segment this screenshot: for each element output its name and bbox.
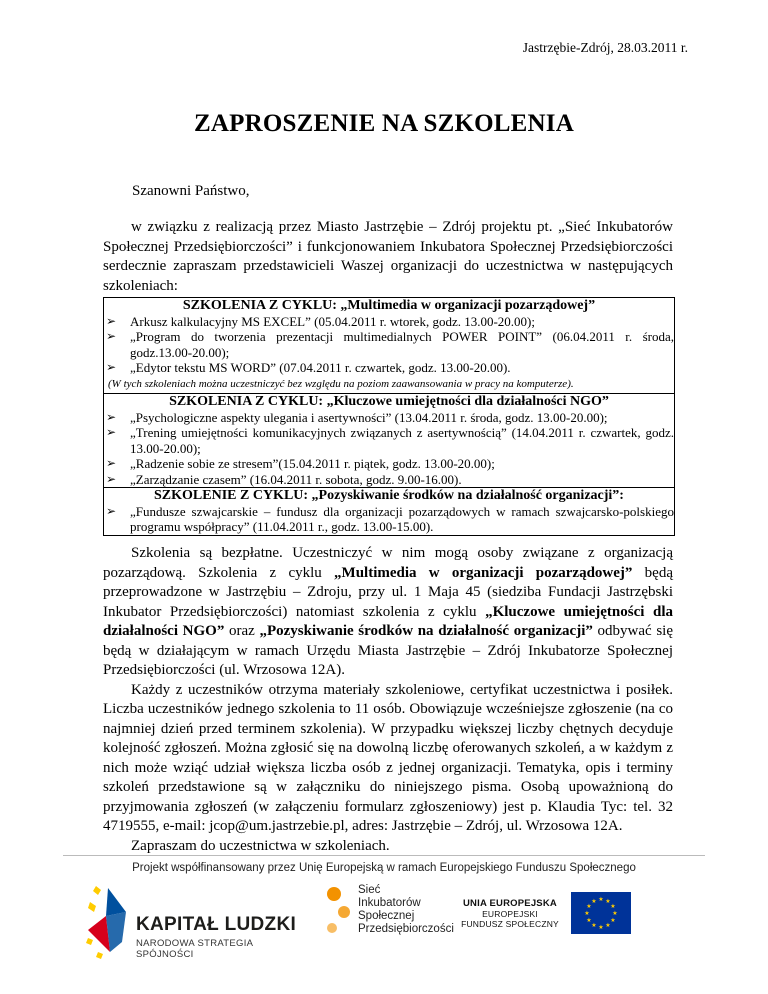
cycle-heading-multimedia: SZKOLENIA Z CYKLU: „Multimedia w organizacji pozarządowej”: [182, 298, 596, 313]
arrow-bullet-icon: ➢: [106, 409, 117, 424]
body-text: [103, 544, 673, 856]
bold-run: „Kluczowe umiejętności dla działalności NGO”: [103, 603, 674, 639]
eu-flag-icon: [571, 892, 631, 934]
cycle-list-ngo-skills: [104, 410, 674, 488]
arrow-bullet-icon: ➢: [106, 360, 117, 374]
date-line: Jastrzębie-Zdrój, 28.03.2011 r.: [522, 40, 688, 55]
svg-text:★: ★: [598, 896, 604, 903]
list-item: [104, 360, 674, 376]
eu-esf-logo: [455, 890, 635, 960]
arrow-bullet-icon: ➢: [106, 456, 117, 470]
esf-line-1: EUROPEJSKI: [482, 909, 538, 919]
training-title: Arkusz kalkulacyjny MS EXCEL” (05.04.2011 r. wtorek, godz. 13.00-20.00);: [130, 313, 535, 329]
svg-text:★: ★: [591, 922, 597, 929]
list-item: [104, 410, 674, 426]
cycle-heading-ngo-skills: SZKOLENIA Z CYKLU: „Kluczowe umiejętności dla działalności NGO”: [104, 393, 674, 410]
kapital-ludzki-emblem-icon: [86, 882, 134, 964]
list-item: [104, 314, 674, 330]
esf-line-2: FUNDUSZ SPOŁECZNY: [461, 919, 559, 929]
siec-line: Inkubatorów: [358, 897, 421, 909]
footer-caption: Projekt współfinansowany przez Unię Europejską w ramach Europejskiego Funduszu Społecznego: [132, 862, 636, 874]
bold-run: „Pozyskiwanie środków na działalność organizacji”: [259, 623, 593, 639]
body-paragraph-2: Każdy z uczestników otrzyma materiały szkoleniowe, certyfikat uczestnictwa i posiłek. Liczba uczestników jednego szkolenia to 11 osób. Obowiązuje wcześniejsze zgłoszenie (na co najmniej dzień przed terminem szkolenia). W przypadku większej liczby chętnych decyduje kolejność zgłoszeń. Można zgłosić się na dowolną liczbę oferowanych szkoleń, a w każdym z nich może wziąć udział większa liczba osób z jednej organizacji. Tematyka, opis i terminy szkoleń przedstawione są w załączniku do niniejszego pisma. Osobą upoważnioną do przyjmowania zgłoszeń (w załączeniu formularz zgłoszeniowy) jest p. Klaudia Tyc: tel. 32 4719555, e-mail: jcop@um.jastrzebie.pl, adres: Jastrzębie – Zdrój, ul. Wrzosowa 12A.: [103, 681, 673, 834]
siec-line: Sieć: [358, 884, 381, 896]
cycle-note: (W tych szkoleniach można uczestniczyć bez względu na poziom zaawansowania w pracy na komputerze).: [108, 377, 574, 390]
text-run: Szkolenia są bezpłatne. Uczestniczyć w nim mogą osoby związane z organizacją pozarządową. Szkolenia z cyklu: [103, 545, 673, 581]
svg-text:★: ★: [586, 903, 592, 910]
body-paragraph-3: Zapraszam do uczestnictwa w szkoleniach.: [131, 837, 390, 854]
siec-line: Społecznej: [358, 910, 415, 922]
svg-text:★: ★: [612, 910, 618, 917]
arrow-bullet-icon: ➢: [106, 313, 117, 328]
text-run: odbywać się będą w działającym w ramach Urzędu Miasta Jastrzębie – Zdrój Inkubatorze Społecznej Przedsiębiorczości (ul. Wrzosowa 12A).: [103, 623, 674, 678]
list-item: [104, 504, 674, 535]
cycle-list-multimedia: [104, 314, 674, 376]
training-title: „Radzenie sobie ze stresem”(15.04.2011 r. piątek, godz. 13.00-20.00);: [130, 456, 495, 471]
svg-text:★: ★: [598, 924, 604, 931]
arrow-bullet-icon: ➢: [106, 471, 117, 486]
training-cycles-box: [103, 297, 675, 536]
training-title: „Fundusze szwajcarskie – fundusz dla organizacji pozarządowych w ramach szwajcarsko-polskiego programu współpracy” (11.04.2011 r., godz. 13.00-15.00).: [130, 503, 674, 534]
svg-text:★: ★: [586, 917, 592, 924]
siec-inkubatorow-logo: [320, 882, 454, 962]
arrow-bullet-icon: ➢: [106, 425, 117, 439]
training-title: „Psychologiczne aspekty ulegania i asertywności” (13.04.2011 r. środa, godz. 13.00-20.00);: [130, 409, 608, 425]
intro-paragraph: w związku z realizacją przez Miasto Jastrzębie – Zdrój projektu pt. „Sieć Inkubatorów Społecznej Przedsiębiorczości” i funkcjonowaniem Inkubatora Społecznej Przedsiębiorczości serdecznie zapraszam przedstawicieli Waszej organizacji do uczestnictwa w następujących szkoleniach:: [103, 219, 673, 294]
arrow-bullet-icon: ➢: [106, 329, 117, 343]
svg-text:★: ★: [610, 917, 616, 924]
text-run: oraz: [224, 623, 260, 639]
list-item: [104, 329, 674, 360]
text-run: będą przeprowadzone w Jastrzębiu – Zdroju, przy ul. 1 Maja 45 (siedziba Fundacji Jastrzębski Inkubator Przedsiębiorczości) natomiast szkolenia z cyklu: [103, 564, 673, 620]
greeting: Szanowni Państwo,: [132, 183, 250, 199]
siec-emblem-icon: [320, 882, 354, 942]
svg-text:★: ★: [591, 898, 597, 905]
training-title: „Trening umiejętności komunikacyjnych związanych z asertywnością” (14.04.2011 r. czwartek, godz. 13.00-20.00);: [130, 425, 674, 456]
arrow-bullet-icon: ➢: [106, 503, 117, 518]
cycle-heading-funding: SZKOLENIE Z CYKLU: „Pozyskiwanie środków na działalność organizacji”:: [104, 487, 674, 504]
siec-line: Przedsiębiorczości: [358, 923, 454, 935]
cycle-list-funding: [104, 504, 674, 535]
page-title: ZAPROSZENIE NA SZKOLENIA: [194, 110, 574, 137]
eu-title: UNIA EUROPEJSKA: [463, 898, 557, 909]
svg-text:★: ★: [610, 903, 616, 910]
list-item: [104, 472, 674, 488]
list-item: [104, 425, 674, 456]
siec-text: [358, 884, 454, 936]
kl-title: KAPITAŁ LUDZKI: [136, 914, 297, 935]
svg-text:★: ★: [605, 922, 611, 929]
svg-text:★: ★: [605, 898, 611, 905]
training-title: „Edytor tekstu MS WORD” (07.04.2011 r. czwartek, godz. 13.00-20.00).: [130, 360, 511, 375]
eu-text: [455, 898, 565, 929]
list-item: [104, 456, 674, 472]
training-title: „Program do tworzenia prezentacji multimedialnych POWER POINT” (06.04.2011 r. środa, godz.13.00-20.00);: [130, 329, 674, 360]
kapital-ludzki-logo: [86, 882, 301, 964]
training-title: „Zarządzanie czasem” (16.04.2011 r. sobota, godz. 9.00-16.00).: [130, 471, 462, 487]
footer-divider: [63, 855, 705, 856]
kl-subtitle: NARODOWA STRATEGIA SPÓJNOŚCI: [136, 938, 253, 960]
body-paragraph-1: [103, 544, 673, 681]
bold-run: „Multimedia w organizacji pozarządowej”: [334, 564, 633, 581]
svg-text:★: ★: [584, 910, 590, 917]
